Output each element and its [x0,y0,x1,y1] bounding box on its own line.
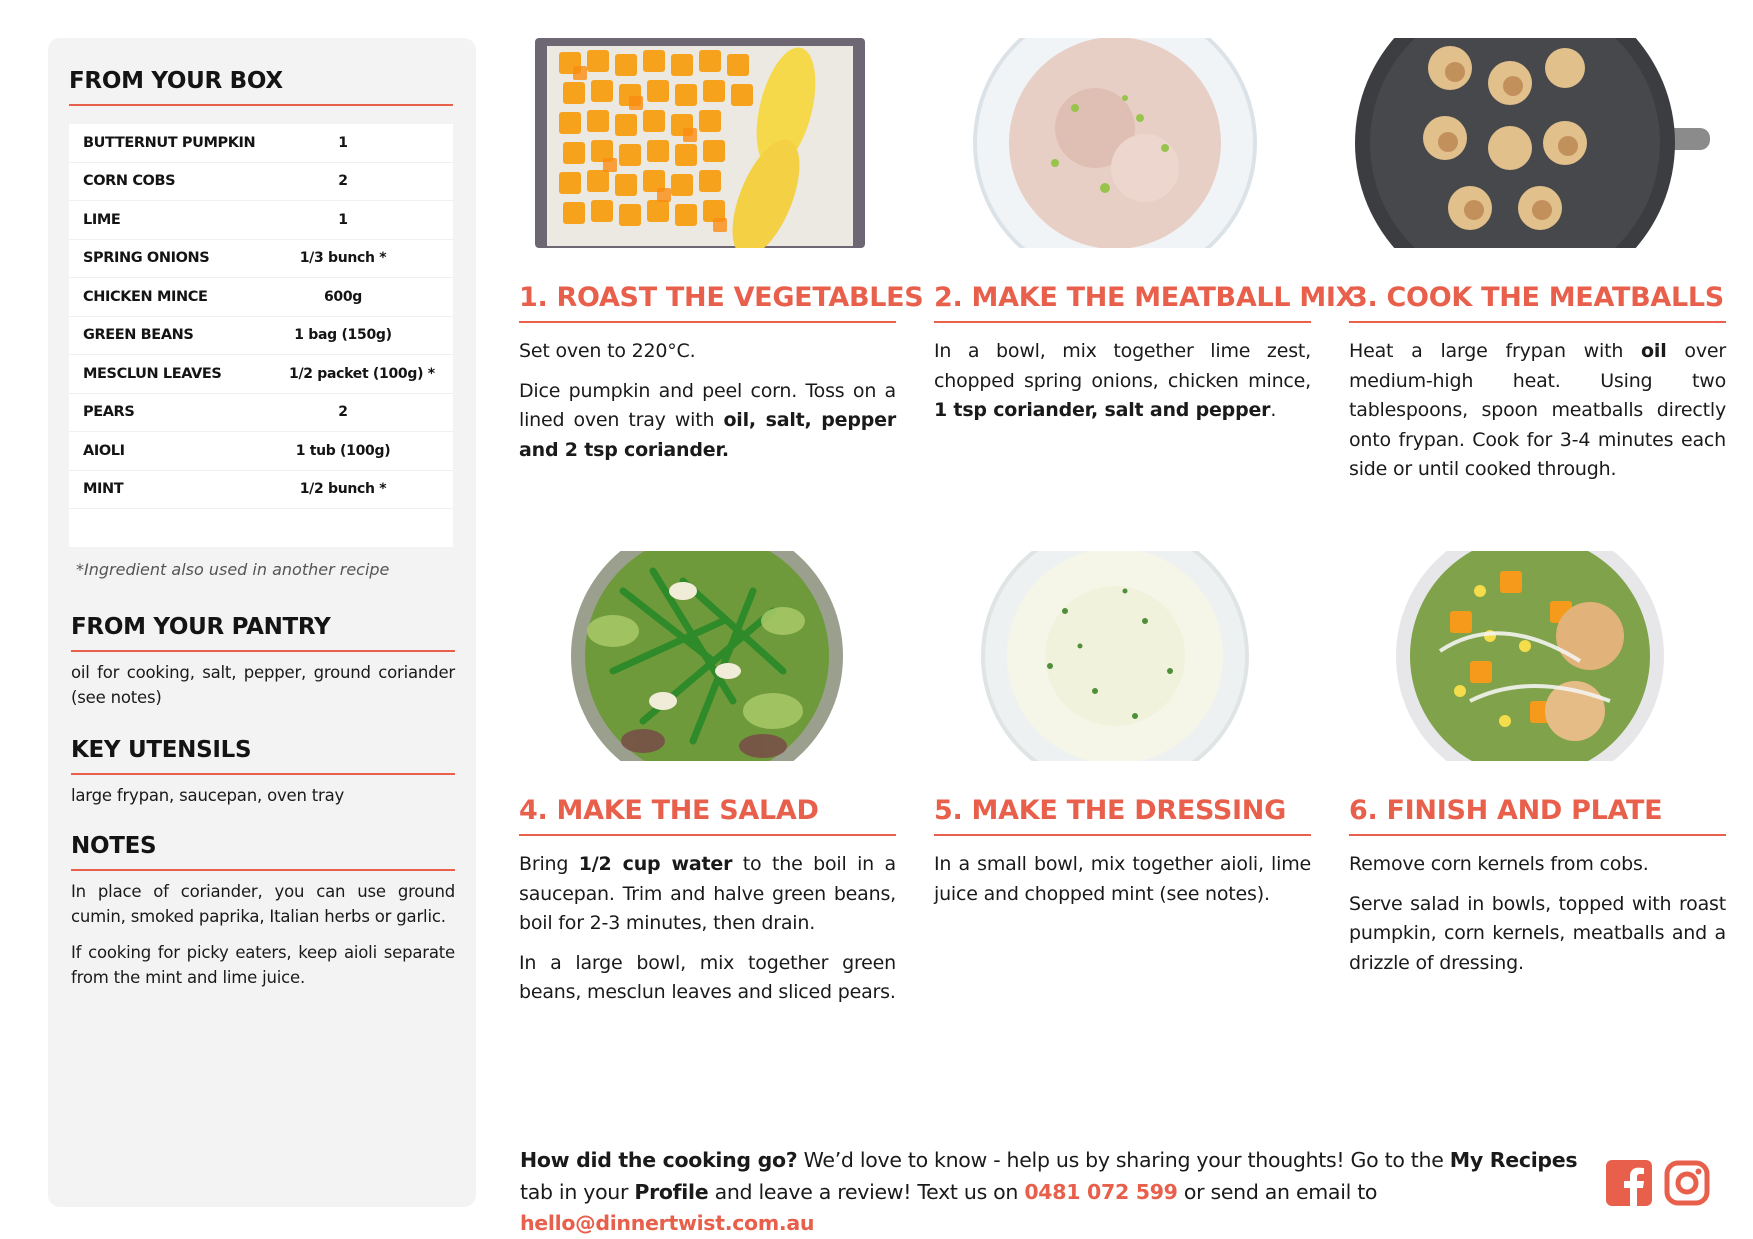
ingredient-qty: 1 bag (150g) [294,327,392,344]
step-5-title: 5. MAKE THE DRESSING [934,795,1286,826]
ingredient-qty: 600g [323,288,363,305]
ingredient-row [69,278,453,317]
step-3-title: 3. COOK THE MEATBALLS [1349,282,1724,313]
step-6-title: 6. FINISH AND PLATE [1349,795,1663,826]
step-6-paragraph: Serve salad in bowls, topped with roast pumpkin, corn kernels, meatballs and a drizzle of dressing. [1349,892,1726,974]
ingredient-row [69,317,453,356]
step-5-body [934,850,1311,919]
step-rule [934,321,1311,323]
step-4-image [533,551,893,761]
ingredient-name: SPRING ONIONS [83,250,210,267]
ingredient-name: CHICKEN MINCE [83,288,208,305]
ingredient-row [69,394,453,433]
step-5-image [935,551,1295,761]
step-rule [1349,834,1726,836]
notes-item: If cooking for picky eaters, keep aioli separate from the mint and lime juice. [71,943,455,987]
step-1-body [519,337,896,475]
ingredient-row [69,471,453,510]
utensils-text: large frypan, saucepan, oven tray [71,786,345,805]
heading-rule [71,773,455,775]
ingredient-name: GREEN BEANS [83,327,194,344]
step-2-title: 2. MAKE THE MEATBALL MIX [934,282,1357,313]
ingredient-row [69,163,453,202]
my-recipes-link[interactable]: My Recipes [1449,1148,1578,1172]
notes-item: In place of coriander, you can use ground cumin, smoked paprika, Italian herbs or garlic. [71,882,455,926]
ingredient-name: MINT [83,481,124,498]
ingredient-name: BUTTERNUT PUMPKIN [83,134,256,151]
heading-rule [71,650,455,652]
ingredient-qty: 1 [338,134,348,151]
heading-rule [69,104,453,106]
ingredient-qty: 1/2 bunch * [299,481,387,498]
profile-link[interactable]: Profile [634,1179,709,1204]
from-your-box-heading: FROM YOUR BOX [69,68,283,94]
pantry-text: oil for cooking, salt, pepper, ground coriander (see notes) [71,663,455,707]
ingredient-footnote: *Ingredient also used in another recipe [76,560,390,579]
step-rule [519,834,896,836]
from-your-pantry-heading: FROM YOUR PANTRY [71,614,331,640]
step-6-body [1349,850,1726,988]
ingredients-sidebar [48,38,476,1207]
step-1-title: 1. ROAST THE VEGETABLES [519,282,924,313]
ingredient-row [69,432,453,471]
step-2-paragraph: In a bowl, mix together lime zest, chopped spring onions, chicken mince, 1 tsp coriander, salt and pepper. [934,340,1311,421]
step-1-paragraph: Set oven to 220°C. [519,340,696,362]
step-6-paragraph: Remove corn kernels from cobs. [1349,853,1649,875]
ingredient-qty: 1 [338,211,348,228]
ingredient-row [69,201,453,240]
feedback-footer: How did the cooking go? We’d love to know - help us by sharing your thoughts! Go to the My Recipes tab in your Profile and leave a review! Text us on 0481 072 599 or send an email to hello@dinnertwist.com.au [520,1148,1578,1235]
step-1-image [533,38,893,248]
step-6-image [1350,551,1710,761]
step-4-title: 4. MAKE THE SALAD [519,795,819,826]
ingredient-name: MESCLUN LEAVES [83,365,222,382]
step-rule [1349,321,1726,323]
email-link[interactable]: hello@dinnertwist.com.au [520,1211,815,1235]
step-4-body [519,850,896,1018]
key-utensils-heading: KEY UTENSILS [71,737,252,763]
step-rule [519,321,896,323]
facebook-icon[interactable] [1606,1160,1652,1206]
step-4-paragraph: Bring 1/2 cup water to the boil in a saucepan. Trim and halve green beans, boil for 2-3 minutes, then drain. [519,853,896,934]
ingredient-name: PEARS [83,404,135,421]
phone-link[interactable]: 0481 072 599 [1024,1179,1178,1204]
step-5-paragraph: In a small bowl, mix together aioli, lime juice and chopped mint (see notes). [934,853,1311,905]
ingredients-table [69,124,453,547]
step-1-paragraph: Dice pumpkin and peel corn. Toss on a lined oven tray with oil, salt, pepper and 2 tsp coriander. [519,379,897,461]
ingredient-qty: 1 tub (100g) [295,442,391,459]
ingredient-qty: 1/3 bunch * [299,250,387,267]
ingredient-name: CORN COBS [83,173,176,190]
step-4-paragraph: In a large bowl, mix together green beans, mesclun leaves and sliced pears. [519,951,896,1003]
ingredient-qty: 1/2 packet (100g) * [289,365,435,382]
ingredient-name: LIME [83,211,121,228]
ingredient-row [69,240,453,279]
step-rule [934,834,1311,836]
ingredient-name: AIOLI [83,442,125,459]
instagram-icon[interactable] [1664,1160,1710,1206]
ingredient-qty: 2 [338,173,348,190]
notes-heading: NOTES [71,833,157,859]
step-2-body [934,337,1311,436]
heading-rule [71,869,455,871]
step-2-image [935,38,1295,248]
ingredient-row [69,124,453,163]
ingredient-qty: 2 [338,404,348,421]
step-3-body [1349,337,1726,495]
step-3-paragraph: Heat a large frypan with oil over medium-high heat. Using two tablespoons, spoon meatballs directly onto frypan. Cook for 3-4 minutes each side or until cooked through. [1349,340,1726,480]
ingredient-row [69,355,453,394]
step-3-image [1350,38,1710,248]
